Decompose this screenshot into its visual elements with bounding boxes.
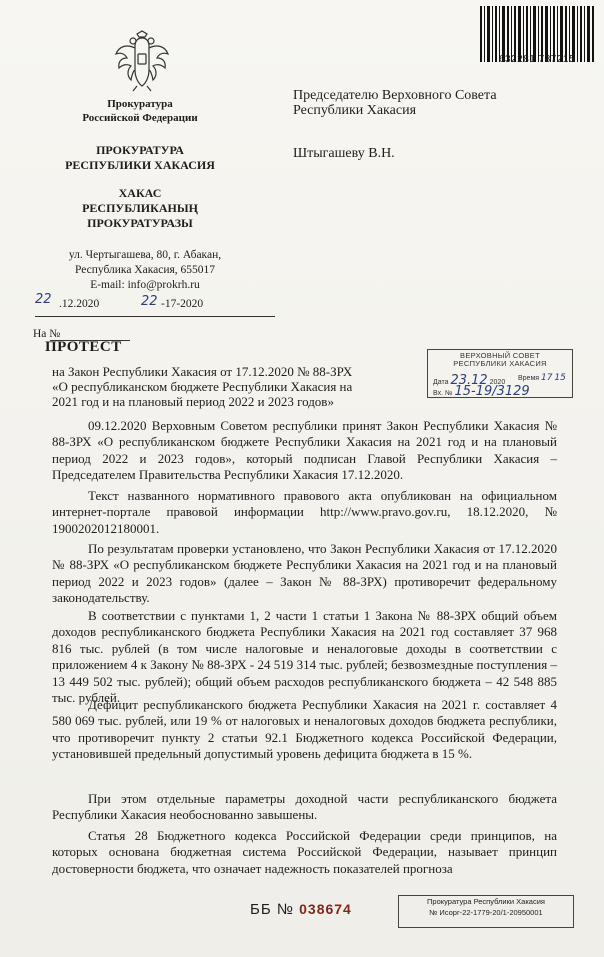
office-address (40, 248, 250, 293)
prosecutor-office-header (40, 97, 240, 125)
document-title: ПРОТЕСТ (45, 339, 122, 355)
recipient-name: Штыгашеву В.Н. (293, 146, 395, 161)
stamp-num-label: Вх. № (433, 390, 453, 397)
org-kh-line-1: ХАКАС (118, 186, 162, 200)
paragraph-3: По результатам проверки установлено, что Закон Республики Хакасия от 17.12.2020 № 88-ЗРХ «О республиканском бюджете Республики Хакасия на 2021 год и на плановый период 2022 и 2023 годов» (далее – Закон № 88-ЗРХ) противоречит федеральному законодательству. (52, 541, 557, 606)
subject-line-3: 2021 год и на плановый период 2022 и 2023 годов» (52, 394, 334, 409)
ref-handwritten: 22 (141, 294, 158, 309)
recipient-title (293, 88, 497, 118)
paragraph-2: Текст названного нормативного правового акта опубликован на официальном интернет-портале правовой информации http://www.pravo.gov.ru, 18.12.2020, № 1900202012180001. (52, 488, 557, 536)
registration-box (398, 895, 574, 928)
barcode-number: 632281 737215 (498, 54, 576, 65)
stamp-time-label: Время (518, 375, 540, 382)
recipient-line-2: Республики Хакасия (293, 103, 417, 118)
blank-serial-number (250, 901, 352, 918)
stamp-date-value: 23.12 (450, 373, 488, 388)
org-kh-line-3: ПРОКУРАТУРАЗЫ (87, 216, 193, 230)
subject-line-1: на Закон Республики Хакасия от 17.12.2020 № 88-ЗРХ (52, 364, 353, 379)
blank-number: 038674 (299, 901, 352, 917)
ref-printed: -17-2020 (161, 298, 204, 310)
paragraph-7: Статья 28 Бюджетного кодекса Российской Федерации среди принципов, на которых основана бюджетная система Российской Федерации, называет принцип достоверности бюджета, что означает надежность показателей прогноза (52, 828, 557, 876)
org-kh-line-2: РЕСПУБЛИКАНЫҢ (82, 201, 198, 215)
paragraph-4: В соответствии с пунктами 1, 2 части 1 статьи 1 Закона № 88-ЗРХ общий объем доходов республиканского бюджета Республики Хакасия на 2021 год составляет 37 968 816 тыс. рублей (в том числе налоговые и неналоговые доходы в соответствии с приложением 4 к Закону № 88-ЗРХ - 24 519 314 тыс. рублей; безвозмездные поступления – 13 449 502 тыс. рублей); общий объем расходов республиканского бюджета – 42 548 885 тыс. рублей. (52, 608, 557, 706)
stamp-time (518, 373, 566, 383)
address-region: Республика Хакасия, 655017 (74, 264, 216, 276)
paragraph-6: При этом отдельные параметры доходной части республиканского бюджета Республики Хакасия необоснованно завышены. (52, 791, 557, 823)
recipient-line-1: Председателю Верховного Совета (293, 88, 497, 103)
org-line-1: Прокуратура (107, 98, 173, 110)
registration-box-line-1: Прокуратура Республики Хакасия (427, 897, 545, 906)
na-number-label: На № (33, 328, 61, 340)
date-printed: .12.2020 (59, 298, 100, 310)
paragraph-5: Дефицит республиканского бюджета Республики Хакасия на 2021 г. составляет 4 580 069 тыс. рублей, или 19 % от налоговых и неналоговых доходов бюджета республики, что противоречит пункту 2 статьи 92.1 Бюджетного кодекса Российской Федерации, установившей предельный допустимый уровень дефицита бюджета в 15 %. (52, 697, 557, 762)
office-email: E-mail: info@prokrh.ru (90, 279, 200, 291)
stamp-date-year: 2020 (489, 379, 506, 386)
document-subject (52, 364, 397, 409)
registration-stamp (427, 349, 573, 398)
registration-box-line-2: № Исорг-22-1779-20/1-20950001 (429, 908, 543, 917)
stamp-date-label: Дата (433, 379, 449, 386)
outgoing-date-number (35, 292, 275, 317)
stamp-number (433, 384, 530, 399)
stamp-line-2: РЕСПУБЛИКИ ХАКАСИЯ (453, 359, 547, 368)
org-line-2: Российской Федерации (82, 112, 198, 124)
stamp-time-value: 17 (541, 373, 553, 383)
prosecutor-office-khakas (40, 186, 240, 231)
blank-series: ББ № (250, 901, 294, 918)
org-ru-line-1: ПРОКУРАТУРА (96, 143, 184, 157)
subject-line-2: «О республиканском бюджете Республики Хакасия на (52, 379, 353, 394)
address-street: ул. Чертыгашева, 80, г. Абакан, (68, 249, 222, 261)
prosecutor-office-ru (40, 143, 240, 173)
stamp-line-1: ВЕРХОВНЫЙ СОВЕТ (460, 351, 540, 360)
paragraph-1: 09.12.2020 Верховным Советом республики принят Закон Республики Хакасия № 88-ЗРХ «О республиканском бюджете Республики Хакасия на 2021 год и на плановый период 2022 и 2023 годов», который подписан Главой Республики Хакасия – Председателем Правительства Республики Хакасия 17.12.2020. (52, 418, 557, 483)
date-handwritten: 22 (35, 292, 52, 307)
stamp-time-value-2: 15 (554, 373, 566, 383)
org-ru-line-2: РЕСПУБЛИКИ ХАКАСИЯ (65, 158, 215, 172)
stamp-title (428, 352, 572, 368)
stamp-num-value: 15-19/3129 (454, 384, 530, 399)
double-headed-eagle-emblem-icon (113, 30, 171, 92)
